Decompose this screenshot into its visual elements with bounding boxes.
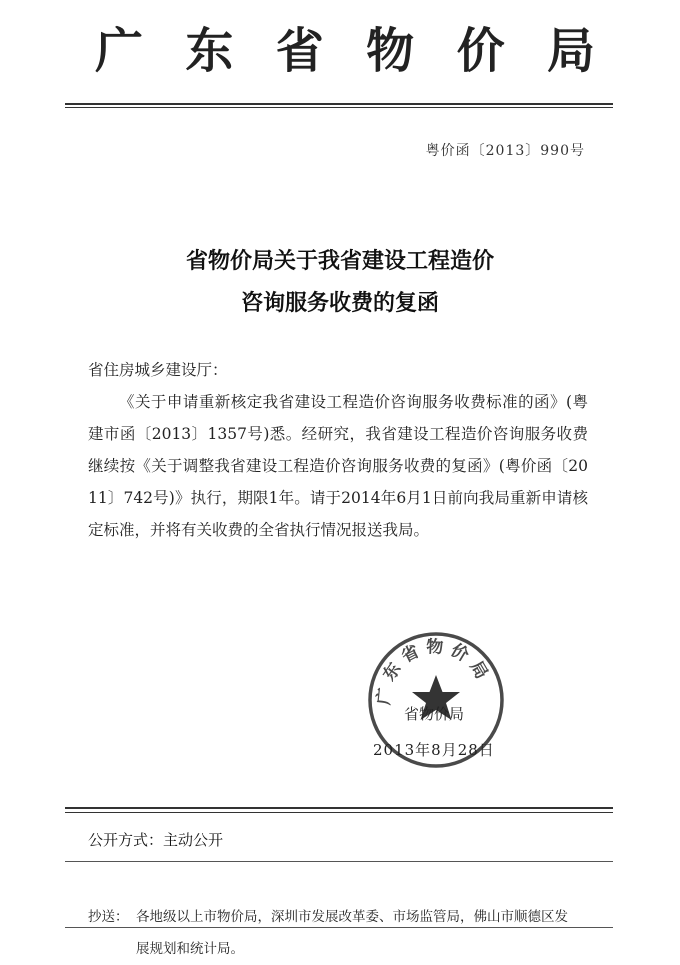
body-paragraph: 《关于申请重新核定我省建设工程造价咨询服务收费标准的函》(粤建市函〔2013〕1357号)悉。经研究，我省建设工程造价咨询服务收费继续按《关于调整我省建设工程造价咨询服务收费的复函》(粤价函〔2011〕742号)》执行，期限1年。请于2014年6月1日前向我局重新申请核定标准，并将有关收费的全省执行情况报送我局。 xyxy=(88,393,588,539)
footer-divider-thin xyxy=(65,812,613,813)
bottom-divider xyxy=(65,927,613,928)
cc-label: 抄送： xyxy=(88,909,129,925)
footer-divider-thick xyxy=(65,807,613,809)
svg-text:广东省物价局: 广东省物价局 xyxy=(374,637,495,706)
document-title-line-1: 省物价局关于我省建设工程造价 xyxy=(185,249,494,274)
header-divider-thin xyxy=(65,107,613,108)
letterhead-char: 物 xyxy=(366,22,415,79)
letterhead xyxy=(95,14,595,78)
salutation: 省住房城乡建设厅： xyxy=(88,361,228,379)
letterhead-char: 价 xyxy=(456,22,505,79)
cc-recipients: 各地级以上市物价局，深圳市发展改革委、市场监管局，佛山市顺德区发展规划和统计局。 xyxy=(136,909,568,957)
issuer-name: 省物价局 xyxy=(404,705,465,723)
letterhead-char: 省 xyxy=(275,22,324,79)
issue-date: 2013年8月28日 xyxy=(373,741,495,759)
letterhead-char: 局 xyxy=(546,22,595,79)
document-number: 粤价函〔2013〕990号 xyxy=(425,143,585,159)
document-title-line-2: 咨询服务收费的复函 xyxy=(240,291,439,316)
header-divider-thick xyxy=(65,103,613,105)
letterhead-char: 东 xyxy=(185,22,234,79)
letterhead-char: 广 xyxy=(95,22,144,79)
disclosure-method: 公开方式：主动公开 xyxy=(88,831,224,849)
disclosure-divider xyxy=(65,861,613,862)
